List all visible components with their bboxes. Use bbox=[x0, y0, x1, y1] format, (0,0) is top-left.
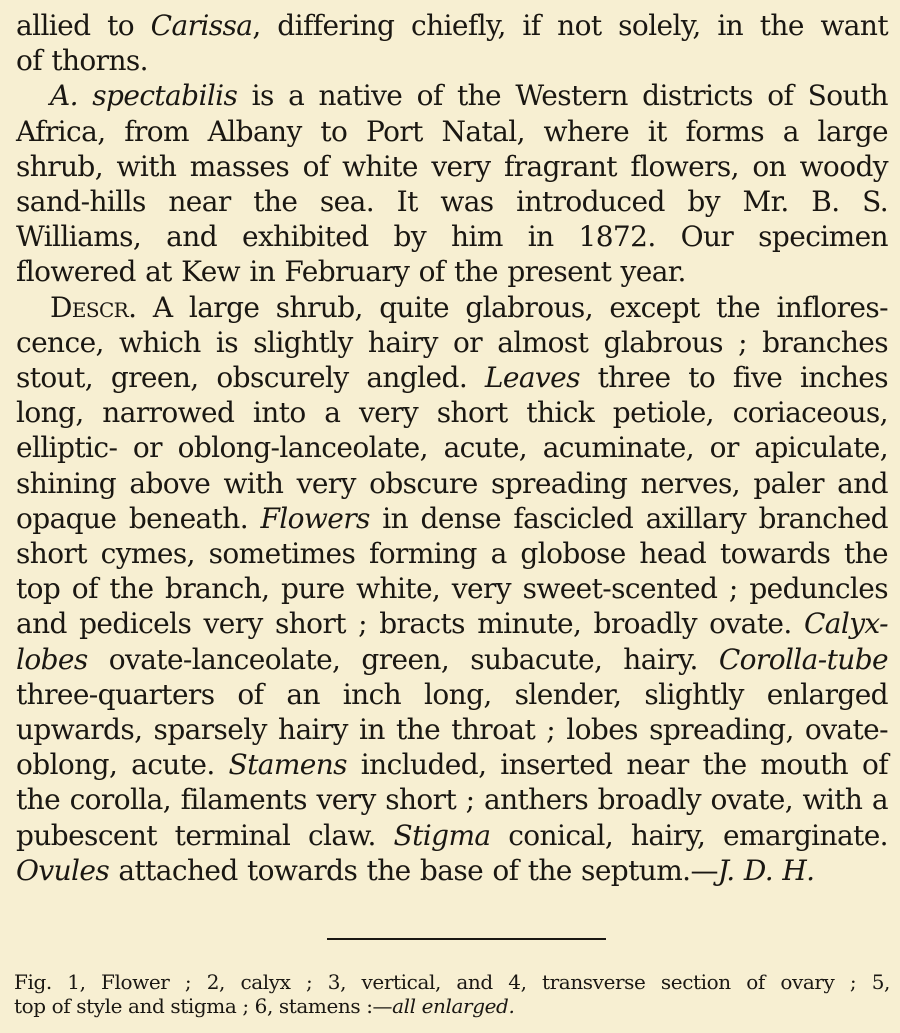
text-line-5: shrub, with masses of white very fragrant flowers, on woody bbox=[16, 149, 888, 183]
term-stamens: Stamens bbox=[228, 748, 347, 782]
term-leaves: Leaves bbox=[484, 361, 580, 395]
descr-label: Descr. bbox=[50, 290, 137, 324]
caption-line-1: Fig. 1, Flower ; 2, calyx ; 3, vertical, and 4, transverse section of ovary ; 5, bbox=[14, 970, 890, 994]
text-line-15: opaque beneath. Flowers in dense fascicled axillary branched bbox=[16, 501, 888, 535]
author-initials: J. D. H. bbox=[717, 853, 815, 887]
caption-line-2: top of style and stigma ; 6, stamens :—all enlarged. bbox=[14, 994, 515, 1018]
term-ovules: Ovules bbox=[16, 853, 110, 887]
figure-caption bbox=[14, 970, 890, 1018]
text-line-3: A. spectabilis is a native of the Western districts of South bbox=[50, 79, 888, 113]
text-line-8: flowered at Kew in February of the present year. bbox=[16, 255, 686, 289]
text-line-24: pubescent terminal claw. Stigma conical, hairy, emarginate. bbox=[16, 818, 888, 852]
text-line-20: three-quarters of an inch long, slender, slightly enlarged bbox=[16, 677, 888, 711]
text-line-10: cence, which is slightly hairy or almost glabrous ; branches bbox=[16, 325, 888, 359]
text-line-21: upwards, sparsely hairy in the throat ; lobes spreading, ovate- bbox=[16, 713, 888, 747]
text-line-13: elliptic- or oblong-lanceolate, acute, acuminate, or apiculate, bbox=[16, 431, 888, 465]
term-stigma: Stigma bbox=[393, 818, 491, 852]
caption-enlarged: all enlarged. bbox=[392, 994, 515, 1018]
text-line-7: Williams, and exhibited by him in 1872. Our specimen bbox=[16, 220, 888, 254]
text-line-17: top of the branch, pure white, very sweet-scented ; peduncles bbox=[16, 572, 888, 606]
body-text bbox=[16, 8, 888, 888]
text-line-6: sand-hills near the sea. It was introduced by Mr. B. S. bbox=[16, 185, 888, 219]
text-line-25: Ovules attached towards the base of the septum.—J. D. H. bbox=[16, 853, 815, 887]
species-name: A. spectabilis bbox=[50, 79, 238, 113]
text-line-23: the corolla, filaments very short ; anthers broadly ovate, with a bbox=[16, 783, 888, 817]
text-line-16: short cymes, sometimes forming a globose head towards the bbox=[16, 537, 888, 571]
text-line-11: stout, green, obscurely angled. Leaves three to five inches bbox=[16, 361, 888, 395]
text-line-9: Descr. A large shrub, quite glabrous, except the inflores- bbox=[50, 290, 888, 324]
text-line-2: of thorns. bbox=[16, 44, 148, 78]
text-line-18: and pedicels very short ; bracts minute, broadly ovate. Calyx- bbox=[16, 607, 888, 641]
section-divider bbox=[327, 938, 606, 940]
text-line-19: lobes ovate-lanceolate, green, subacute, hairy. Corolla-tube bbox=[16, 642, 888, 676]
term-corolla-tube: Corolla-tube bbox=[718, 642, 888, 676]
text-line-4: Africa, from Albany to Port Natal, where it forms a large bbox=[16, 114, 888, 148]
text-line-12: long, narrowed into a very short thick petiole, coriaceous, bbox=[16, 396, 888, 430]
text-line-22: oblong, acute. Stamens included, inserted near the mouth of bbox=[16, 748, 888, 782]
text-line-1: allied to Carissa, differing chiefly, if not solely, in the want bbox=[16, 9, 888, 42]
term-calyx: Calyx- bbox=[803, 607, 888, 641]
text-line-14: shining above with very obscure spreading nerves, paler and bbox=[16, 466, 888, 500]
term-lobes: lobes bbox=[16, 642, 88, 676]
term-flowers: Flowers bbox=[260, 501, 370, 535]
genus-name: Carissa bbox=[150, 9, 253, 42]
